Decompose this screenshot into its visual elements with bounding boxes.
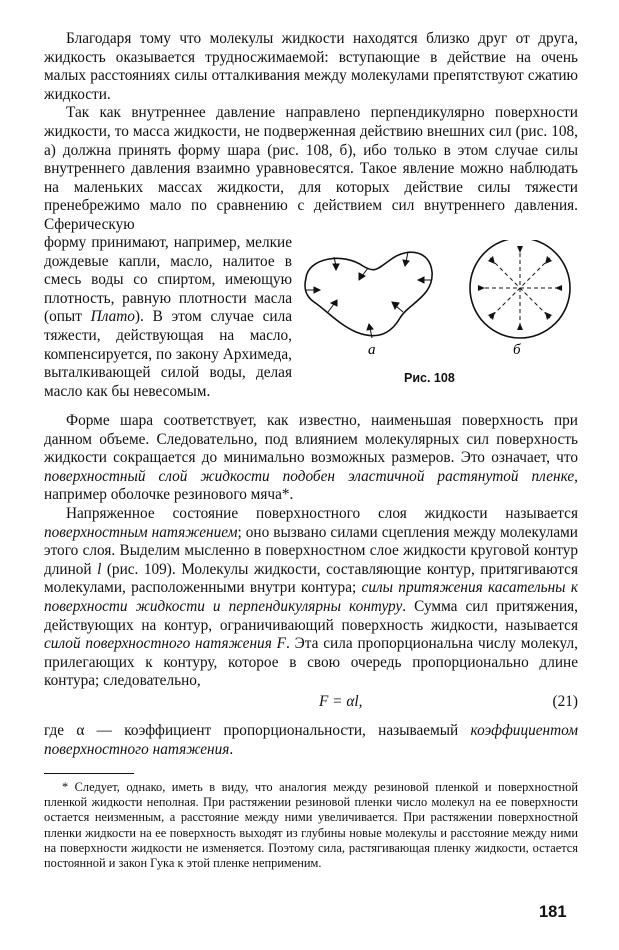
term-surface-tension-force: силой поверхностного натяжения F [44, 635, 286, 653]
paragraph-3-text: Форме шара соответствует, как известно, наименьшая поверхность при данном объеме. Следовательно, под влиянием молекулярных сил поверхность жидкости сокращается до минимально возможных размеров. Это означает, что [44, 412, 578, 467]
p4-text-4: . Сумма сил притяжения, действующих на контур, ограничивающий поверхность жидкости, называется [44, 597, 578, 634]
paragraph-2-continued [44, 234, 292, 401]
p5-text: где α — коэффициент пропорциональности, называемый [44, 722, 471, 739]
figure-caption: Рис. 108 [404, 371, 455, 385]
page-number: 181 [539, 903, 567, 921]
paragraph-3-text-end: , например оболочке резинового мяча*. [44, 467, 578, 504]
paragraph-2-float-text: форму принимают, например, мелкие дождевые капли, масло, налитое в смесь воды со спиртом, имеющую плотность, равную плотности масла (опыт [44, 234, 292, 326]
formula-number: (21) [552, 693, 578, 710]
figure-label-a: а [368, 342, 376, 358]
paragraph-4 [44, 505, 578, 691]
footnote [44, 780, 578, 871]
formula-21 [44, 693, 578, 715]
plateau-name: Плато [90, 308, 135, 326]
p4-emphasis-forces: силы притяжения касательны к поверхности жидкости и перпендикулярны контуру [44, 579, 578, 615]
footnote-rule [44, 773, 134, 774]
paragraph-3-emphasis: поверхностный слой жидкости подобен эластичной растянутой пленке [44, 467, 575, 485]
p4-text-5: . Эта сила пропорциональна числу молекул, прилегающих к контуру, которое в свою очередь пропорционально длине контура; следовательно, [44, 635, 578, 690]
term-surface-tension: поверхностным натяжением [44, 523, 238, 541]
figure-a-arrows [306, 252, 431, 338]
paragraph-5 [44, 722, 578, 759]
symbol-l: l [97, 560, 102, 578]
paragraph-2: Так как внутреннее давление направлено перпендикулярно поверхности жидкости, то масса жидкости, не подверженная действию внешних сил (рис. 108, а) должна принять форму шара (рис. 108, б), ибо только в этом случае силы внутреннего давления взаимно уравновесятся. Такое явление можно наблюдать на маленьких массах жидкости, для которых действие силы тяжести пренебрежимо мало по сравнению с действием сил внутреннего давления. Сферическую [44, 104, 578, 233]
figure-a-blob [305, 252, 432, 335]
p4-text-1: Напряженное состояние поверхностного слоя жидкости называется [66, 504, 578, 522]
footnote-text: * Следует, однако, иметь в виду, что аналогия между резиновой пленкой и поверхностной пленкой жидкости неполная. При растяжении резиновой пленки число молекул на ее поверхности остается неизменным, а расстояние между ними увеличивается. При растяжении поверхностной пленки жидкости на ее поверхность выходят из глубины новые молекулы и расстояние между ними на поверхности жидкости не изменяется. Поэтому сила, растягивающая пленку жидкости, остается постоянной и закон Гука к этой пленке неприменим. [44, 780, 578, 871]
text-after-formula [44, 722, 578, 759]
paragraph-3 [44, 412, 578, 505]
p5-text-end: . [229, 740, 234, 758]
paragraph-2-float-text-end: ). В этом случае сила тяжести, действующая на масло, компенсируется, по закону Архимеда, выталкивающей силой воды, делая масло как бы невесомым. [44, 308, 292, 400]
term-coefficient: коэффициентом поверхностного натяжения [44, 722, 578, 758]
text-block-middle [44, 412, 578, 691]
text-block-top [44, 30, 578, 235]
p4-text-2: ; оно вызвано силами сцепления между молекулами этого слоя. Выделим мысленно в поверхностном слое жидкости круговой контур длиной [44, 523, 578, 578]
figure-label-b: б [513, 342, 521, 358]
paragraph-1: Благодаря тому что молекулы жидкости находятся близко друг от друга, жидкость оказывается трудносжимаемой: вступающие в действие на очень малых расстояниях силы отталкивания между молекулами препятствуют сжатию жидкости. [44, 30, 578, 103]
formula-expression: F = αl, [319, 693, 363, 710]
p4-text-3: (рис. 109). Молекулы жидкости, составляющие контур, притягиваются молекулами, расположенными внутри контура; [44, 560, 578, 597]
